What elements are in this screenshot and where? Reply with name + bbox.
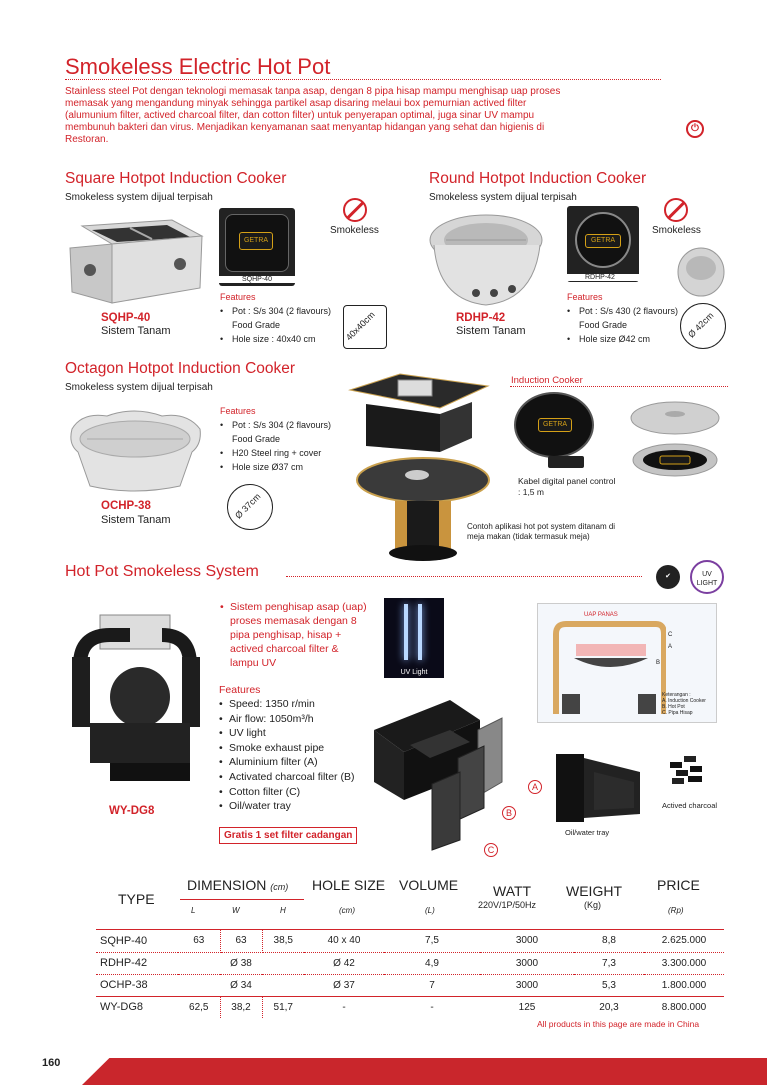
legend-item: Keterangan : bbox=[662, 692, 691, 698]
diagram-letter: A bbox=[668, 644, 673, 650]
table-cell: 125 bbox=[518, 1001, 536, 1013]
size-badge bbox=[343, 305, 387, 349]
round-smokeless: Smokeless bbox=[652, 225, 701, 236]
table-cell: 7,3 bbox=[574, 952, 644, 974]
brand-logo: GETRA bbox=[585, 234, 621, 248]
square-features-title: Features bbox=[220, 292, 256, 302]
round-table-image bbox=[355, 455, 495, 563]
size-badge-text: Ø 42cm bbox=[686, 310, 716, 340]
col-hole: HOLE SIZE bbox=[312, 877, 386, 893]
table-cell: - bbox=[342, 1001, 346, 1013]
octagon-heading: Octagon Hotpot Induction Cooker bbox=[65, 360, 296, 377]
feature-item: • Hole size : 40x40 cm bbox=[220, 332, 342, 346]
title-divider bbox=[65, 79, 661, 80]
no-smoking-icon bbox=[664, 198, 688, 222]
round-photo-label: RDHP-42 bbox=[567, 274, 639, 281]
col-watt: WATT bbox=[493, 883, 532, 899]
table-cell: 7,5 bbox=[384, 930, 480, 952]
col-weight-sub: (Kg) bbox=[584, 900, 602, 910]
round-heading: Round Hotpot Induction Cooker bbox=[429, 170, 647, 187]
airflow-diagram-drawing bbox=[546, 614, 666, 719]
filter-letter: C bbox=[484, 843, 498, 857]
square-code: SQHP-40 bbox=[101, 312, 151, 324]
square-pot-image bbox=[62, 208, 207, 308]
charcoal-label: Actived charcoal bbox=[662, 801, 718, 810]
square-top-photo bbox=[219, 208, 295, 286]
sub-price: (Rp) bbox=[668, 906, 684, 915]
certification-icon: ✔ bbox=[656, 565, 680, 589]
diagram-letter: B bbox=[656, 660, 661, 666]
table-cell: 3000 bbox=[480, 952, 574, 974]
filter-box-image bbox=[370, 690, 545, 855]
oil-tray-image bbox=[554, 752, 644, 824]
col-volume: VOLUME bbox=[399, 877, 459, 893]
sub-l: L bbox=[191, 906, 196, 915]
col-dimension-unit: (cm) bbox=[270, 882, 289, 892]
feature-item: • Pot : S/s 304 (2 flavours) Food Grade bbox=[220, 304, 342, 332]
pot-accessories-image bbox=[630, 398, 720, 490]
col-type: TYPE bbox=[118, 891, 155, 907]
octagon-note: Smokeless system dijual terpisah bbox=[65, 382, 213, 393]
feature-item: • H20 Steel ring + cover bbox=[220, 446, 342, 460]
col-weight: WEIGHT bbox=[566, 883, 622, 899]
octagon-pot-image bbox=[62, 404, 207, 499]
square-features bbox=[220, 304, 342, 346]
table-cell: 40 x 40 bbox=[304, 930, 384, 952]
no-smoking-icon bbox=[343, 198, 367, 222]
page-number: 160 bbox=[42, 1057, 61, 1069]
square-install: Sistem Tanam bbox=[101, 325, 171, 337]
table-cell: 8.800.000 bbox=[661, 1001, 707, 1013]
spec-rows bbox=[96, 930, 724, 1018]
col-watt-sub: 220V/1P/50Hz bbox=[478, 900, 537, 910]
col-price: PRICE bbox=[657, 877, 700, 893]
feature-item: • Pot : S/s 430 (2 flavours) Food Grade bbox=[567, 304, 682, 332]
system-code: WY-DG8 bbox=[109, 805, 155, 817]
table-cell: 20,3 bbox=[599, 1001, 619, 1013]
legend-item: C. Pipa Hisap bbox=[662, 710, 693, 716]
sub-volume: (L) bbox=[425, 906, 435, 915]
feature-item: • Oil/water tray bbox=[219, 799, 379, 814]
system-bullet: • Sistem penghisap asap (uap) proses memasak dengan 8 pipa penghisap, hisap + actived charcoal filter & lampu UV bbox=[220, 601, 367, 669]
table-cell: 2.625.000 bbox=[644, 930, 724, 952]
size-badge-text: Ø 37cm bbox=[233, 491, 263, 521]
octagon-features bbox=[220, 418, 342, 474]
diagram-legend bbox=[662, 692, 706, 716]
table-cell: 63 bbox=[220, 930, 262, 952]
table-cell: 38,5 bbox=[262, 930, 304, 952]
brand-logo: GETRA bbox=[239, 232, 273, 250]
feature-item: • Speed: 1350 r/min bbox=[219, 697, 379, 712]
table-cell: 5,3 bbox=[574, 974, 644, 996]
made-in-note: All products in this page are made in China bbox=[537, 1019, 700, 1029]
sub-h: H bbox=[280, 906, 286, 915]
legend-item: B. Hot Pot bbox=[662, 704, 685, 710]
round-install: Sistem Tanam bbox=[456, 325, 526, 337]
octagon-features-title: Features bbox=[220, 406, 256, 416]
square-smokeless: Smokeless bbox=[330, 225, 379, 236]
induction-label: Induction Cooker bbox=[511, 375, 586, 386]
feature-item: • Hole size Ø37 cm bbox=[220, 460, 342, 474]
airflow-diagram bbox=[537, 603, 717, 723]
table-cell: 38,2 bbox=[220, 996, 262, 1018]
octagon-code: OCHP-38 bbox=[101, 500, 151, 512]
table-cell: 63 bbox=[178, 930, 220, 952]
dim-underline bbox=[180, 899, 304, 900]
system-features-title: Features bbox=[219, 684, 261, 696]
table-row bbox=[96, 930, 724, 952]
page-title: Smokeless Electric Hot Pot bbox=[65, 54, 331, 79]
table-row bbox=[96, 952, 724, 974]
uv-light-label: UV Light bbox=[400, 669, 428, 676]
feature-item: • Pot : S/s 304 (2 flavours) Food Grade bbox=[220, 418, 342, 446]
table-cell: Ø 34 bbox=[178, 974, 304, 996]
table-cell: WY-DG8 bbox=[100, 1001, 143, 1014]
spec-table bbox=[96, 875, 724, 1018]
round-features-title: Features bbox=[567, 292, 603, 302]
gift-note: Gratis 1 set filter cadangan bbox=[219, 827, 357, 844]
round-top-photo bbox=[567, 206, 639, 282]
feature-item: • Aluminium filter (A) bbox=[219, 755, 379, 770]
table-cell: - bbox=[430, 1001, 434, 1013]
feature-item: • Hole size Ø42 cm bbox=[567, 332, 682, 346]
sub-w: W bbox=[232, 906, 240, 915]
round-features bbox=[567, 304, 682, 346]
octagon-install: Sistem Tanam bbox=[101, 514, 171, 526]
panel-caption: Kabel digital panel control : 1,5 m bbox=[518, 476, 616, 497]
square-photo-label: SQHP-40 bbox=[219, 276, 295, 283]
round-pot-image bbox=[426, 205, 551, 310]
table-cell: 7 bbox=[384, 974, 480, 996]
col-dimension bbox=[187, 877, 288, 893]
plug-icon: ⏻ bbox=[686, 120, 704, 138]
size-badge-text: 40x40cm bbox=[343, 309, 377, 343]
square-table-image bbox=[340, 372, 490, 452]
control-panel-image bbox=[548, 456, 584, 468]
feature-item: • Cotton filter (C) bbox=[219, 785, 379, 800]
table-row bbox=[96, 996, 724, 1018]
size-badge bbox=[227, 484, 273, 530]
col-dimension-label: DIMENSION bbox=[187, 877, 267, 893]
diagram-letter: C bbox=[668, 632, 673, 638]
brand-logo: GETRA bbox=[538, 418, 572, 432]
table-row bbox=[96, 974, 724, 996]
table-cell: 4,9 bbox=[384, 952, 480, 974]
table-cell: OCHP-38 bbox=[96, 974, 178, 996]
feature-item: • Activated charcoal filter (B) bbox=[219, 770, 379, 785]
uv-light-badge: UV LIGHT bbox=[690, 560, 724, 594]
footer-bar bbox=[82, 1058, 767, 1085]
size-badge bbox=[680, 303, 726, 349]
charcoal-image bbox=[668, 752, 708, 788]
table-cell: 1.800.000 bbox=[644, 974, 724, 996]
feature-item: • UV light bbox=[219, 726, 379, 741]
round-code: RDHP-42 bbox=[456, 312, 506, 324]
system-features bbox=[219, 697, 379, 814]
intro-text: Stainless steel Pot dengan teknologi memasak tanpa asap, dengan 8 pipa hisap mampu menghisap uap proses memasak yang mengandung minyak sehingga partikel asap disaring melaui box pemurnian actived filter (alumunium filter, actived charcoal filter, dan cotton filter) untuk penyerapan optimal, juga sinar UV mampu membunuh bakteri dan virus. Menjadikan kenyamanan saat menyantap hidangan yang sehat dan higienis di Restoran. bbox=[65, 86, 561, 145]
uv-light-photo bbox=[384, 598, 444, 678]
filter-letter: A bbox=[528, 780, 542, 794]
table-cell: 3000 bbox=[480, 974, 574, 996]
legend-item: A. Induction Cooker bbox=[662, 698, 706, 704]
induction-cooker-image bbox=[514, 392, 594, 458]
table-cell: 8,8 bbox=[574, 930, 644, 952]
smokeless-system-image bbox=[70, 605, 210, 800]
round-pot-small-image bbox=[676, 246, 726, 298]
system-heading: Hot Pot Smokeless System bbox=[65, 563, 259, 580]
feature-item: • Smoke exhaust pipe bbox=[219, 741, 379, 756]
table-cell: 3000 bbox=[480, 930, 574, 952]
square-heading: Square Hotpot Induction Cooker bbox=[65, 170, 287, 187]
sub-hole: (cm) bbox=[339, 906, 355, 915]
diagram-label: UAP PANAS bbox=[584, 612, 618, 618]
feature-item: • Air flow: 1050m³/h bbox=[219, 712, 379, 727]
filter-letter: B bbox=[502, 806, 516, 820]
table-cell: Ø 37 bbox=[304, 974, 384, 996]
table-cell: 51,7 bbox=[273, 1001, 293, 1013]
table-cell: RDHP-42 bbox=[96, 952, 178, 974]
oil-tray-label: Oil/water tray bbox=[565, 828, 610, 837]
table-caption: Contoh aplikasi hot pot system ditanam di meja makan (tidak termasuk meja) bbox=[467, 522, 616, 541]
system-divider bbox=[286, 576, 642, 577]
square-note: Smokeless system dijual terpisah bbox=[65, 192, 213, 203]
table-cell: Ø 42 bbox=[304, 952, 384, 974]
induction-divider bbox=[510, 386, 728, 387]
system-bullet-text: Sistem penghisap asap (uap) proses memasak dengan 8 pipa penghisap, hisap + actived charcoal filter & lampu UV bbox=[230, 601, 367, 669]
round-note: Smokeless system dijual terpisah bbox=[429, 192, 577, 203]
table-cell: Ø 38 bbox=[178, 952, 304, 974]
table-cell: SQHP-40 bbox=[96, 930, 178, 952]
table-cell: 3.300.000 bbox=[644, 952, 724, 974]
table-cell: 62,5 bbox=[178, 996, 220, 1018]
